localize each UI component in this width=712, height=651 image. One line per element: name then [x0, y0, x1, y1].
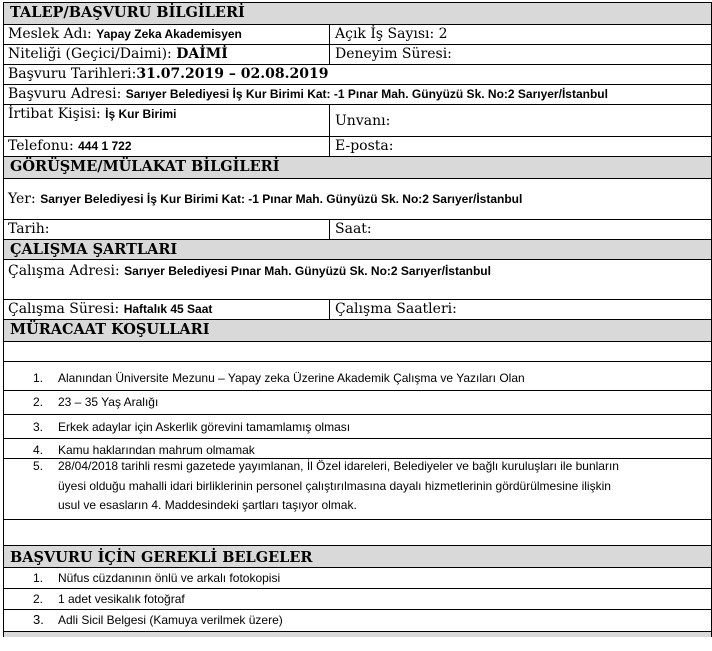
telefon-value: 444 1 722 [78, 139, 132, 153]
acik-is-sayisi: Açık İş Sayısı: 2 [335, 26, 448, 42]
list-item-number: 1. [33, 371, 44, 385]
list-item-number: 3. [33, 420, 44, 434]
list-item [4, 414, 711, 438]
nitelik-value: DAİMİ [176, 46, 228, 62]
list-item-number: 3. [33, 612, 44, 627]
list-item [4, 438, 711, 458]
irtibat-value: İş Kur Birimi [105, 107, 177, 121]
section-header-calisma [4, 239, 711, 259]
saat-cell [329, 220, 711, 239]
meslek-value: Yapay Zeka Akademisyen [96, 27, 242, 41]
calisma-saatleri-cell [329, 300, 711, 319]
acik-is-cell [329, 25, 711, 44]
row-basvuru-tarihleri [4, 64, 711, 84]
section-header-gorusme [4, 156, 711, 178]
calisma-saatleri-label: Çalışma Saatleri: [335, 301, 457, 317]
basvuru-tarihleri-cell [4, 65, 711, 84]
list-item-text-line1: 28/04/2018 tarihli resmi gazetede yayımlanan, İl Özel idareleri, Belediyeler ve bağlı kuruluşları ile bunların [58, 459, 619, 473]
section-title: TALEP/BAŞVURU BİLGİLERİ [10, 4, 245, 21]
row-meslek [4, 24, 711, 44]
calisma-adresi-value: Sarıyer Belediyesi Pınar Mah. Günyüzü Sk. No:2 Sarıyer/İstanbul [124, 264, 491, 278]
list-item-text: 23 – 35 Yaş Aralığı [58, 395, 159, 409]
list-item-number: 1. [33, 571, 44, 585]
list-item-text: 1 adet vesikalık fotoğraf [58, 592, 185, 606]
list-item-text-line3: usul ve esasların 4. Maddesindeki şartları taşıyor olmak. [58, 498, 357, 512]
telefon-label: Telefonu: [8, 138, 74, 154]
row-basvuru-adresi [4, 84, 711, 104]
yer-label: Yer: [8, 191, 36, 207]
job-posting-form [3, 2, 712, 637]
saat-label: Saat: [335, 221, 372, 237]
calisma-suresi-cell [4, 300, 329, 319]
eposta-label: E-posta: [335, 138, 394, 154]
row-nitelik [4, 44, 711, 64]
list-item [4, 458, 711, 519]
basvuru-tarihleri-label: Başvuru Tarihleri: [8, 66, 137, 82]
calisma-adresi-label: Çalışma Adresi: [8, 263, 120, 279]
calisma-suresi-label: Çalışma Süresi: [8, 301, 120, 317]
tarih-cell [4, 220, 329, 239]
unvan-label: Unvanı: [335, 113, 391, 129]
row-tarih-saat [4, 219, 711, 239]
list-item-text: Erkek adaylar için Askerlik görevini tamamlamış olması [58, 420, 351, 434]
section-header-talep [4, 2, 711, 24]
nitelik-cell [4, 45, 329, 64]
list-item [4, 588, 711, 609]
basvuru-adresi-label: Başvuru Adresi: [8, 86, 122, 102]
list-item-text: Kamu haklarından mahrum olmamak [58, 443, 255, 457]
list-item-text: Nüfus cüzdanının önlü ve arkalı fotokopisi [58, 571, 281, 585]
row-telefon [4, 136, 711, 156]
basvuru-adresi-value: Sarıyer Belediyesi İş Kur Birimi Kat: -1 Pınar Mah. Günyüzü Sk. No:2 Sarıyer/İstanbul [125, 87, 608, 101]
list-item [4, 567, 711, 588]
row-calisma-adresi [4, 259, 711, 299]
list-item-number: 2. [33, 395, 44, 409]
row-yer [4, 178, 711, 219]
unvan-cell [329, 105, 711, 136]
list-item-text: Alanından Üniversite Mezunu – Yapay zeka Üzerine Akademik Çalışma ve Yazıları Olan [58, 371, 525, 385]
list-item-text-line2: üyesi olduğu mahalli idari birliklerinin personel çalıştırılmasına dayalı hizmetlerinin gördürülmesine ilişkin [58, 479, 611, 493]
calisma-adresi-cell [4, 260, 711, 299]
row-calisma-suresi [4, 299, 711, 319]
telefon-cell [4, 137, 329, 156]
eposta-cell [329, 137, 711, 156]
basvuru-tarihleri-value: 31.07.2019 – 02.08.2019 [136, 66, 329, 82]
yer-cell [4, 179, 711, 219]
irtibat-cell [4, 105, 329, 136]
list-item-number: 2. [33, 592, 44, 606]
section-title: ÇALIŞMA ŞARTLARI [10, 241, 178, 258]
tarih-label: Tarih: [8, 221, 50, 237]
basvuru-adresi-cell [4, 85, 711, 104]
section-title: MÜRACAAT KOŞULLARI [10, 321, 210, 338]
meslek-label: Meslek Adı: [8, 26, 92, 42]
empty-row [4, 341, 711, 361]
section-header-muracaat [4, 319, 711, 341]
calisma-suresi-value: Haftalık 45 Saat [123, 302, 213, 316]
list-item [4, 390, 711, 414]
row-irtibat [4, 104, 711, 136]
section-header-next [4, 631, 711, 637]
list-item [4, 361, 711, 390]
section-title: BAŞVURU İÇİN GEREKLİ BELGELER [10, 549, 313, 566]
section-title: GÖRÜŞME/MÜLAKAT BİLGİLERİ [10, 158, 280, 175]
deneyim-label: Deneyim Süresi: [335, 46, 452, 62]
empty-row [4, 519, 711, 545]
nitelik-label: Niteliği (Geçici/Daimi): [8, 46, 172, 62]
list-item-number: 4. [33, 443, 44, 457]
section-header-belgeler [4, 545, 711, 567]
irtibat-label: İrtibat Kişisi: [8, 106, 101, 122]
yer-value: Sarıyer Belediyesi İş Kur Birimi Kat: -1 Pınar Mah. Günyüzü Sk. No:2 Sarıyer/İstanbul [40, 192, 523, 206]
list-item-number: 5. [33, 459, 44, 473]
meslek-cell [4, 25, 329, 44]
list-item [4, 609, 711, 631]
list-item-text: Adli Sicil Belgesi (Kamuya verilmek üzere) [58, 613, 283, 627]
deneyim-cell [329, 45, 711, 64]
